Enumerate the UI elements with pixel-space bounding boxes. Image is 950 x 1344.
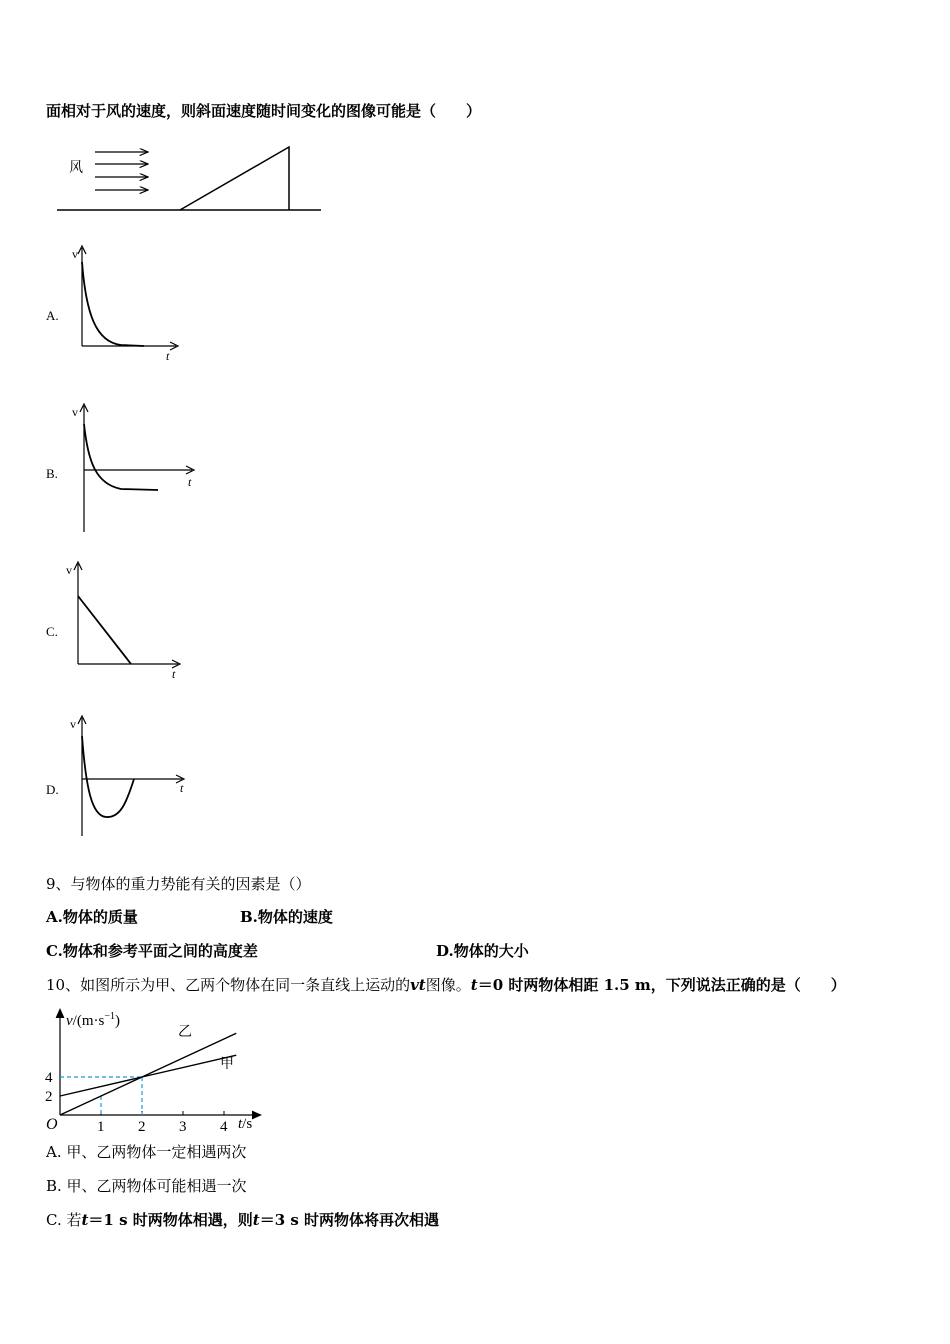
t-axis-label: t	[172, 667, 176, 680]
series-line-yi	[60, 1033, 236, 1115]
y-axis-label: $v/(m\cdot s^{-1})$	[66, 1011, 120, 1029]
q9-option-c: C.物体和参考平面之间的高度差	[46, 942, 258, 960]
t-axis-label: t	[166, 349, 170, 363]
wind-incline-diagram	[55, 140, 335, 220]
x-tick-label: 4	[220, 1119, 228, 1135]
q10-option-b: B. 甲、乙两物体可能相遇一次	[46, 1177, 247, 1195]
incline-triangle	[180, 147, 289, 210]
q9-option-d: D.物体的大小	[436, 942, 529, 960]
q10-option-a: A. 甲、乙两物体一定相遇两次	[46, 1143, 247, 1161]
t-axis-label: t	[188, 475, 192, 489]
x-axis-label: t/s	[238, 1116, 253, 1132]
x-tick-label: 3	[179, 1119, 187, 1135]
option-b-label: B.	[46, 466, 58, 481]
q10-stem: 10、如图所示为甲、乙两个物体在同一条直线上运动的vt图像。t＝0 时两物体相距 1.5 m，下列说法正确的是（ ）	[46, 976, 846, 994]
t-axis-label: t	[180, 781, 184, 795]
q9-stem: 9、与物体的重力势能有关的因素是（）	[46, 875, 311, 893]
x-tick-label: 1	[97, 1119, 105, 1135]
option-d-label: D.	[46, 782, 59, 797]
v-axis-label: v	[66, 563, 72, 577]
y-tick-label: 4	[45, 1070, 53, 1086]
option-a-graph	[66, 244, 186, 364]
series-label-yi: 乙	[178, 1025, 192, 1040]
series-label-jia: 甲	[220, 1057, 234, 1072]
x-tick-label: 2	[138, 1119, 146, 1135]
series-line-jia	[60, 1055, 236, 1096]
origin-label: O	[46, 1116, 58, 1133]
y-axis-unit: /(m·s	[72, 1013, 105, 1029]
velocity-curve	[82, 262, 144, 346]
q10-vt-graph	[44, 1005, 274, 1135]
option-b-graph	[66, 402, 206, 537]
y-tick-label: 2	[45, 1089, 53, 1105]
option-c-graph	[62, 560, 192, 680]
wind-label: 风	[69, 161, 83, 176]
option-a-label: A.	[46, 308, 59, 323]
q8-stem: 面相对于风的速度，则斜面速度随时间变化的图像可能是（ ）	[46, 102, 482, 120]
velocity-curve	[82, 736, 134, 817]
option-c-label: C.	[46, 624, 58, 639]
q10-option-c: C. 若t＝1 s 时两物体相遇，则t＝3 s 时两物体将再次相遇	[46, 1211, 440, 1229]
q9-option-a: A.物体的质量	[46, 908, 138, 926]
wind-arrows	[95, 152, 148, 190]
v-axis-label: v	[70, 717, 76, 731]
v-axis-label: v	[72, 247, 78, 261]
velocity-curve	[84, 424, 158, 490]
option-d-graph	[64, 714, 194, 839]
q9-option-b: B.物体的速度	[240, 908, 333, 926]
v-axis-label: v	[72, 405, 78, 419]
y-axis-unit-sup: −1	[104, 1011, 115, 1022]
velocity-line	[78, 596, 131, 664]
